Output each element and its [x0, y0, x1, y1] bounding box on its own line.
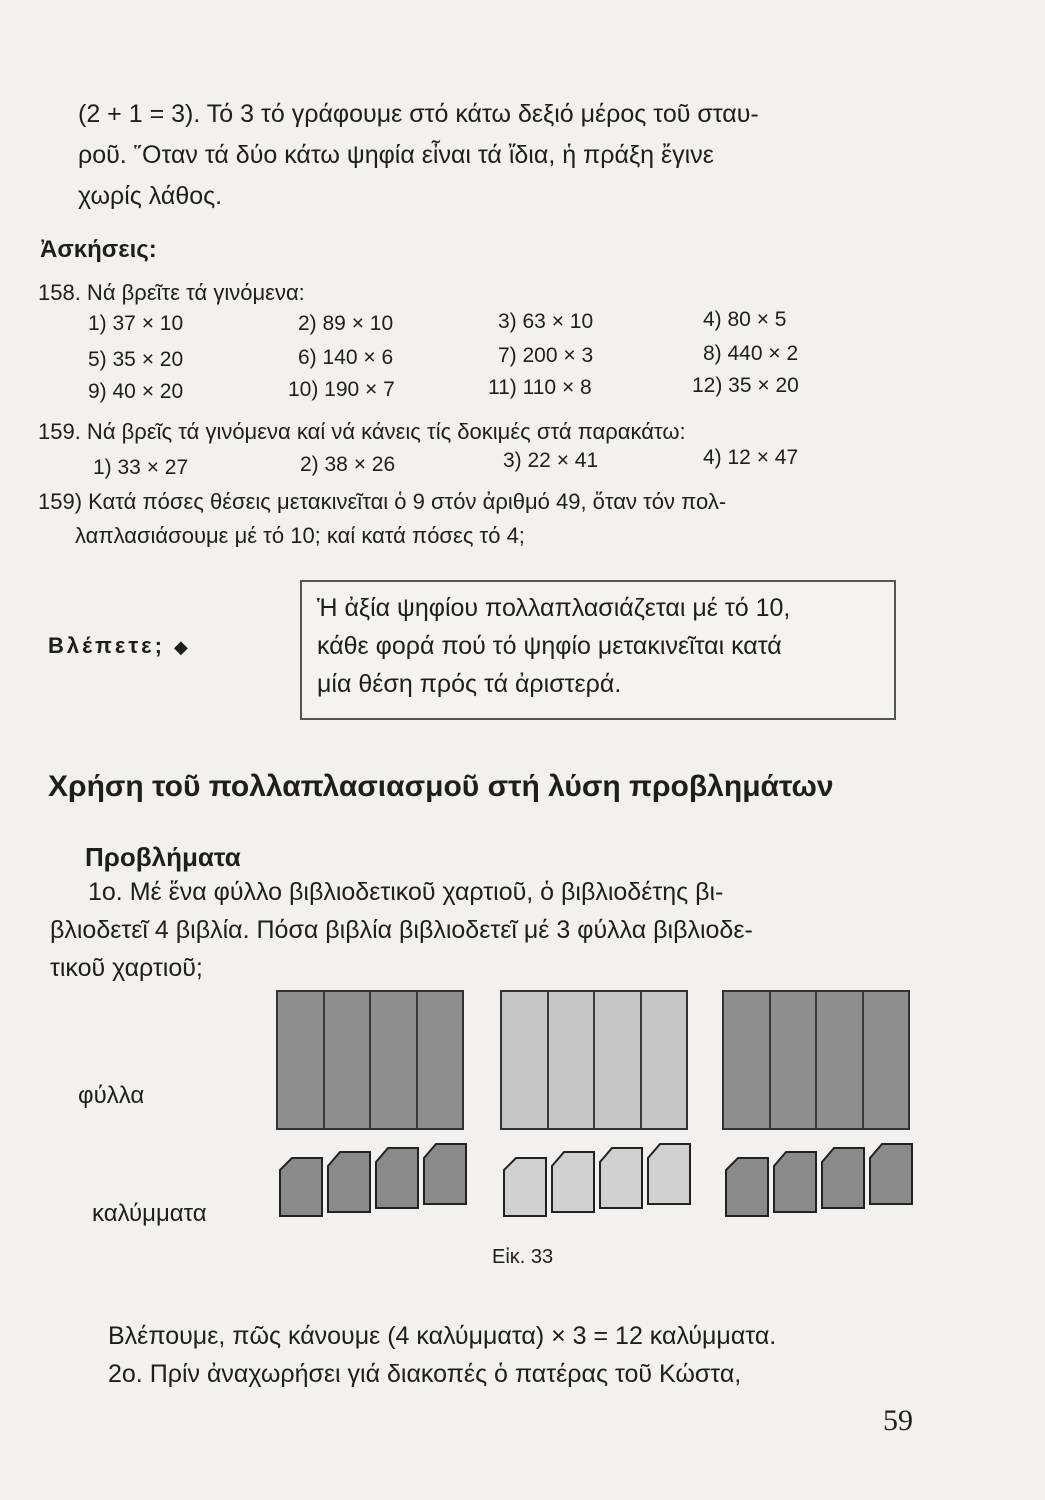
book-cover — [648, 1144, 690, 1204]
book-covers-group-3 — [722, 1140, 916, 1220]
intro-line-3: χωρίς λάθος. — [78, 182, 223, 210]
intro-line-1: (2 + 1 = 3). Τό 3 τό γράφουμε στό κάτω δεξιό μέρος τοῦ σταυ- — [78, 100, 759, 128]
exercise-item: 1) 33 × 27 — [93, 456, 189, 479]
problem-1-line-3: τικοῦ χαρτιοῦ; — [50, 954, 203, 982]
book-covers-group-1 — [276, 1140, 470, 1220]
problem-1-line-2: βλιοδετεῖ 4 βιβλία. Πόσα βιβλία βιβλιοδετεῖ μέ 3 φύλλα βιβλιοδε- — [50, 916, 753, 944]
book-cover — [774, 1152, 816, 1212]
figure-caption: Εἰκ. 33 — [492, 1246, 554, 1268]
exercise-item: 5) 35 × 20 — [88, 348, 184, 371]
book-cover — [280, 1158, 322, 1216]
label-sheets: φύλλα — [78, 1082, 145, 1109]
exercise-item: 2) 38 × 26 — [300, 453, 396, 476]
book-cover — [600, 1148, 642, 1208]
page-number: 59 — [883, 1404, 913, 1437]
book-cover — [822, 1148, 864, 1208]
exercise-item: 6) 140 × 6 — [298, 346, 394, 369]
exercise-item: 3) 63 × 10 — [498, 310, 594, 333]
arrow-right-icon: ◆ — [174, 637, 191, 657]
exercise-item: 12) 35 × 20 — [692, 374, 799, 397]
rule-callout-box — [300, 580, 896, 720]
exercise-item: 10) 190 × 7 — [288, 378, 395, 401]
exercises-heading: Ἀσκήσεις: — [40, 236, 157, 263]
exercise-item: 11) 110 × 8 — [488, 376, 592, 399]
callout-line-1: Ἡ ἀξία ψηφίου πολλαπλασιάζεται μέ τό 10, — [317, 594, 791, 622]
exercise-item: 7) 200 × 3 — [498, 344, 594, 367]
paper-sheet-2 — [500, 990, 688, 1130]
book-cover — [376, 1148, 418, 1208]
exercise-159b-line-2: λαπλασιάσουμε μέ τό 10; καί κατά πόσες τό 4; — [75, 523, 525, 548]
book-cover — [552, 1152, 594, 1212]
exercise-159b-line-1: 159) Κατά πόσες θέσεις μετακινεῖται ὁ 9 στόν ἀριθμό 49, ὅταν τόν πολ- — [38, 489, 727, 514]
exercise-item: 4) 80 × 5 — [703, 308, 787, 331]
problem-2-start: 2ο. Πρίν ἀναχωρήσει γιά διακοπές ὁ πατέρας τοῦ Κώστα, — [108, 1360, 742, 1388]
problems-subtitle: Προβλήματα — [85, 842, 241, 872]
paper-sheet-1 — [276, 990, 464, 1130]
book-cover — [328, 1152, 370, 1212]
exercise-item: 3) 22 × 41 — [503, 449, 599, 472]
callout-line-3: μία θέση πρός τά ἀριστερά. — [317, 670, 622, 698]
problem-1-line-1: 1ο. Μέ ἕνα φύλλο βιβλιοδετικοῦ χαρτιοῦ, ὁ βιβλιοδέτης βι- — [88, 878, 724, 906]
exercise-item: 2) 89 × 10 — [298, 312, 394, 335]
exercise-item: 8) 440 × 2 — [703, 342, 799, 365]
section-title: Χρήση τοῦ πολλαπλασιασμοῦ στή λύση προβλημάτων — [48, 770, 834, 803]
exercise-item: 9) 40 × 20 — [88, 380, 184, 403]
exercise-159-text: 159. Νά βρεῖς τά γινόμενα καί νά κάνεις τίς δοκιμές στά παρακάτω: — [38, 419, 686, 444]
label-covers: καλύμματα — [92, 1200, 207, 1227]
exercise-item: 4) 12 × 47 — [703, 446, 799, 469]
see-label-text: Βλέπετε; — [48, 633, 165, 658]
see-label — [48, 633, 191, 659]
paper-sheet-3 — [722, 990, 910, 1130]
callout-line-2: κάθε φορά πού τό ψηφίο μετακινεῖται κατά — [317, 632, 782, 660]
exercise-158-text: 158. Νά βρεῖτε τά γινόμενα: — [38, 280, 305, 305]
book-cover — [504, 1158, 546, 1216]
conclusion-line: Βλέπουμε, πῶς κάνουμε (4 καλύμματα) × 3 = 12 καλύμματα. — [108, 1322, 777, 1350]
exercise-item: 1) 37 × 10 — [88, 312, 184, 335]
intro-line-2: ροῦ. ῞Οταν τά δύο κάτω ψηφία εἶναι τά ἴδια, ἡ πράξη ἔγινε — [78, 141, 714, 169]
book-cover — [424, 1144, 466, 1204]
book-cover — [726, 1158, 768, 1216]
book-cover — [870, 1144, 912, 1204]
book-covers-group-2 — [500, 1140, 694, 1220]
